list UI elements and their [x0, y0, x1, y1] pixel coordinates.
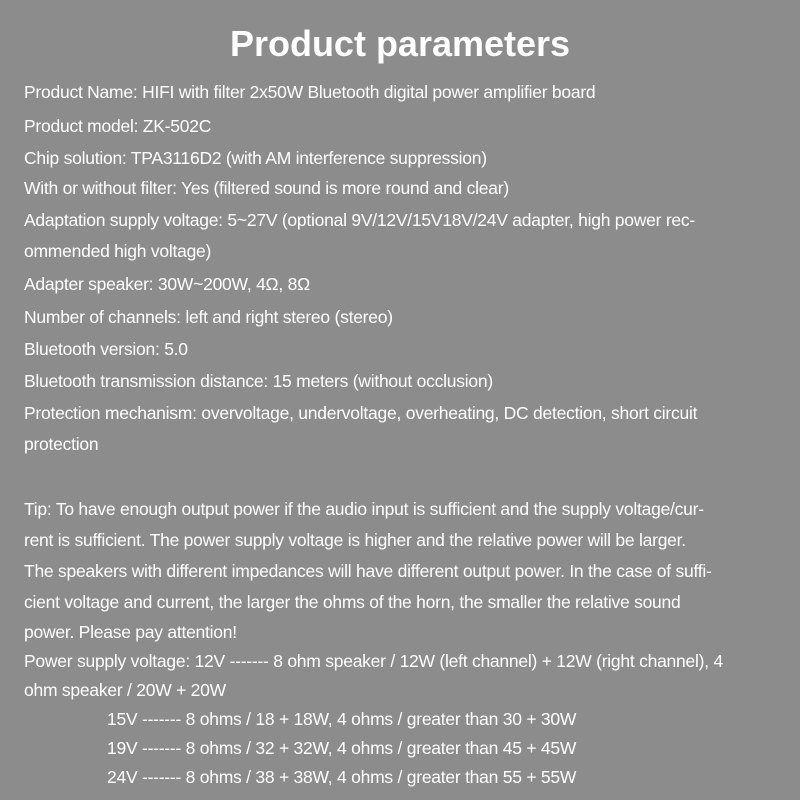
spec-product-name: Product Name: HIFI with filter 2x50W Bluetooth digital power amplifier board — [24, 82, 596, 102]
spec-protection-cont: protection — [24, 434, 99, 454]
spec-supply-voltage-cont: ommended high voltage) — [24, 241, 212, 261]
tip-line-1: Tip: To have enough output power if the audio input is sufficient and the supply voltage/cur- — [24, 499, 704, 519]
spec-bluetooth-version: Bluetooth version: 5.0 — [24, 339, 188, 359]
power-supply-line-2: ohm speaker / 20W + 20W — [24, 680, 226, 700]
spec-chip-solution: Chip solution: TPA3116D2 (with AM interference suppression) — [24, 148, 487, 168]
tip-line-3: The speakers with different impedances will have different output power. In the case of suffi- — [24, 561, 712, 581]
tip-line-2: rent is sufficient. The power supply voltage is higher and the relative power will be larger. — [24, 530, 686, 550]
power-row-15v: 15V ------- 8 ohms / 18 + 18W, 4 ohms / greater than 30 + 30W — [107, 709, 577, 729]
page-title: Product parameters — [229, 23, 571, 64]
tip-line-4: cient voltage and current, the larger the ohms of the horn, the smaller the relative sound — [24, 592, 681, 612]
spec-supply-voltage: Adaptation supply voltage: 5~27V (optional 9V/12V/15V18V/24V adapter, high power rec- — [24, 210, 695, 230]
spec-protection: Protection mechanism: overvoltage, undervoltage, overheating, DC detection, short circuit — [24, 403, 698, 423]
power-row-24v: 24V ------- 8 ohms / 38 + 38W, 4 ohms / greater than 55 + 55W — [107, 767, 577, 787]
power-supply-line-1: Power supply voltage: 12V ------- 8 ohm speaker / 12W (left channel) + 12W (right channel), 4 — [24, 651, 723, 671]
spec-bluetooth-distance: Bluetooth transmission distance: 15 meters (without occlusion) — [24, 371, 493, 391]
spec-filter: With or without filter: Yes (filtered sound is more round and clear) — [24, 178, 509, 198]
tip-line-5: power. Please pay attention! — [24, 622, 237, 642]
spec-channels: Number of channels: left and right stereo (stereo) — [24, 307, 393, 327]
spec-product-model: Product model: ZK-502C — [24, 116, 212, 136]
power-row-19v: 19V ------- 8 ohms / 32 + 32W, 4 ohms / greater than 45 + 45W — [107, 738, 577, 758]
spec-adapter-speaker: Adapter speaker: 30W~200W, 4Ω, 8Ω — [24, 274, 310, 294]
